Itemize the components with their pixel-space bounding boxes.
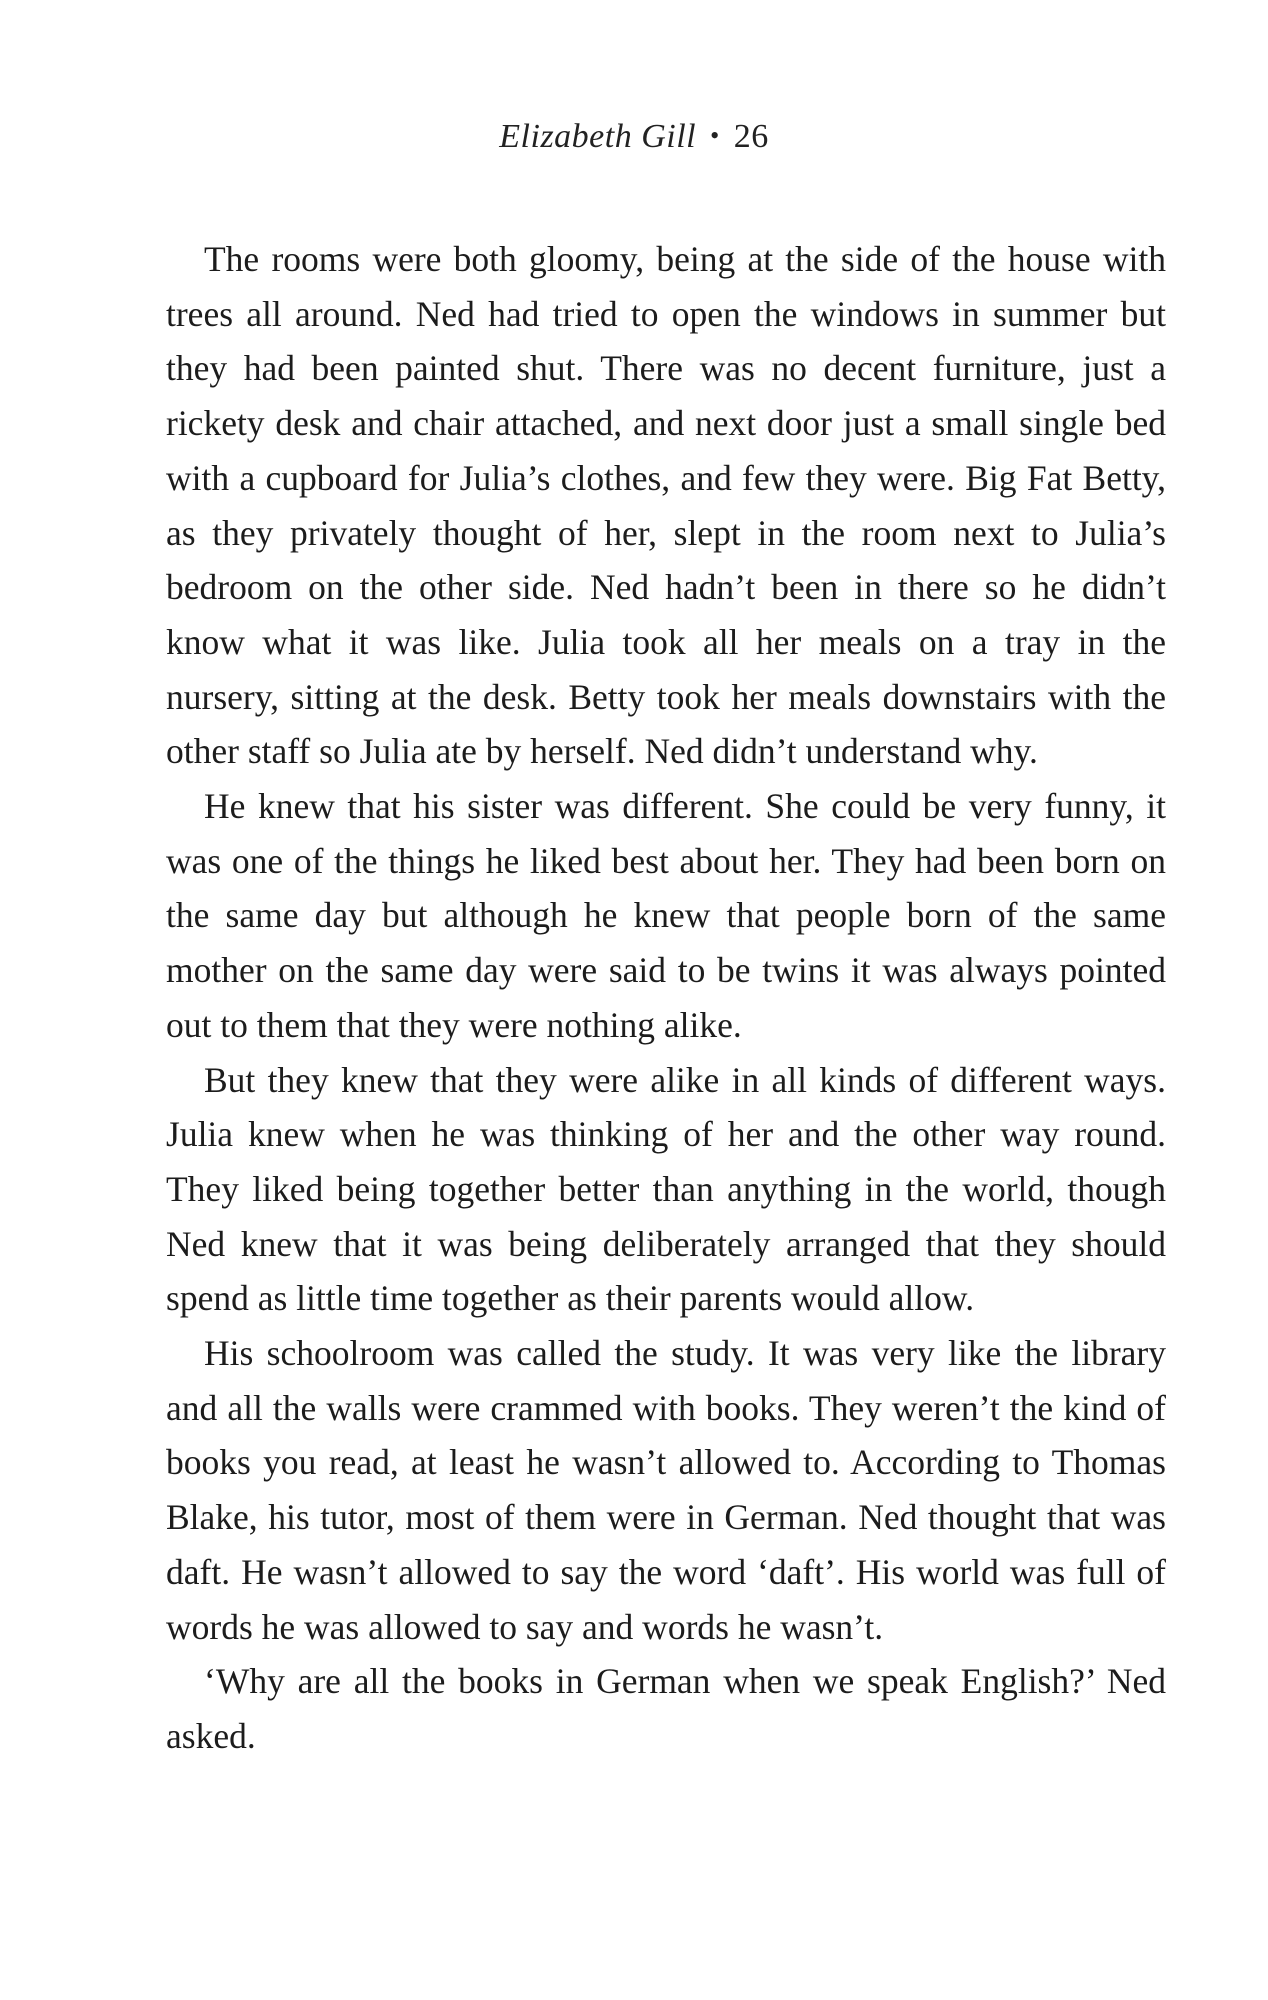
running-head <box>0 118 1268 156</box>
page-number: 26 <box>733 118 769 155</box>
header-separator: • <box>710 121 720 150</box>
author-name: Elizabeth Gill <box>499 118 697 155</box>
body-text <box>166 232 1166 1764</box>
paragraph-5: ‘Why are all the books in German when we speak English?’ Ned asked. <box>166 1661 1166 1756</box>
paragraph-1: The rooms were both gloomy, being at the side of the house with trees all around. Ned had tried to open the windows in summer but they had been painted shut. There was no decent furniture, just a rickety desk and chair attached, and next door just a small single bed with a cupboard for Julia’s clothes, and few they were. Big Fat Betty, as they privately thought of her, slept in the room next to Julia’s bedroom on the other side. Ned hadn’t been in there so he didn’t know what it was like. Julia took all her meals on a tray in the nursery, sitting at the desk. Betty took her meals downstairs with the other staff so Julia ate by herself. Ned didn’t understand why. <box>166 239 1166 772</box>
paragraph-4: His schoolroom was called the study. It was very like the library and all the walls were crammed with books. They weren’t the kind of books you read, at least he wasn’t allowed to. According to Thomas Blake, his tutor, most of them were in German. Ned thought that was daft. He wasn’t allowed to say the word ‘daft’. His world was full of words he was allowed to say and words he wasn’t. <box>166 1333 1166 1647</box>
paragraph-3: But they knew that they were alike in all kinds of different ways. Julia knew when he was thinking of her and the other way round. They liked being together better than anything in the world, though Ned knew that it was being deliberately arranged that they should spend as little time together as their parents would allow. <box>166 1059 1166 1319</box>
paragraph-2: He knew that his sister was different. She could be very funny, it was one of the things he liked best about her. They had been born on the same day but although he knew that people born of the same mother on the same day were said to be twins it was always pointed out to them that they were nothing alike. <box>166 786 1166 1045</box>
